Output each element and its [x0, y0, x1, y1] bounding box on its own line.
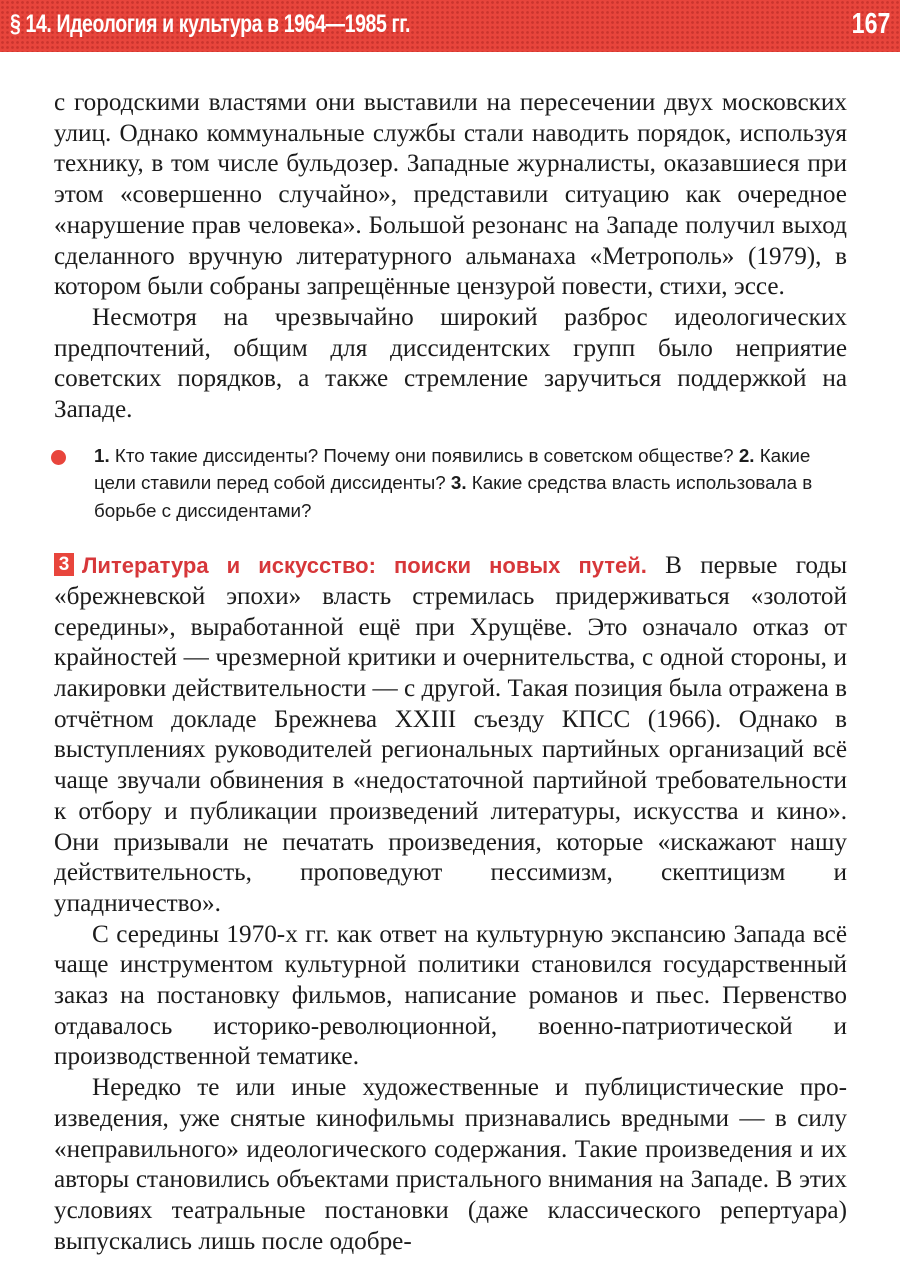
chapter-title: § 14. Идеология и культура в 1964—1985 гг.: [10, 10, 411, 38]
page-number: 167: [851, 8, 890, 40]
paragraph: С середины 1970-х гг. как ответ на культурную экспансию Запада всё чаще инструментом культурной политики становился государственный заказ на постановку фильмов, написание романов и пьес. Первенство отдавалось историко-революционной, военно-патриотической и производственной тематике.: [54, 920, 847, 1071]
section-number-badge: 3: [54, 553, 74, 576]
page-body: [54, 88, 847, 1257]
question-number: 1.: [94, 444, 110, 466]
paragraph: Нередко те или иные художественные и публицистические произведения, уже снятые кинофильмы признавались вредными — в силу «неправильного» идеологического содержания. Такие произведения и их авторы становились объектами пристального внимания на Западе. В этих условиях театральные постановки (даже классического репертуара) выпускались лишь после одобре-: [54, 1074, 847, 1255]
section-lead-text: В первые годы «брежневской эпохи» власть стремилась придерживаться «золотой середины», выработанной ещё при Хрущёве. Это означало отказ от крайностей — чрезмерной критики и очернительства, с одной стороны, и лакировки действительности — с другой. Такая позиция была отражена в отчётном докладе Брежнева XXIII съезду КПСС (1966). Однако в выступлениях руководителей региональных партийных организаций всё чаще звучали обвинения в «недостаточной партийной требовательности к отбору и публикации произведений литературы, искусства и кино». Они призывали не печатать произведения, которые «искажают нашу действительность, проповедуют пессимизм, скептицизм и упадничество».: [54, 552, 848, 917]
question-number: 2.: [738, 444, 755, 466]
paragraph: с городскими властями они выставили на пересечении двух московских улиц. Однако коммунальные службы стали наводить порядок, используя технику, в том числе бульдозер. Западные журналисты, оказавшиеся при этом «совершенно случайно», представили ситуацию как очередное «нарушение прав человека». Большой резонанс на Западе получил выход сделанного вручную литературного альманаха «Метрополь» (1979), в котором были собраны запрещённые цензурой повести, стихи, эссе.: [54, 89, 847, 301]
question-marker-icon: [51, 450, 66, 465]
review-questions: [54, 442, 847, 525]
paragraph: Несмотря на чрезвычайно широкий разброс идеологических предпочтений, общим для диссидентских групп было неприятие советских порядков, а также стремление заручиться поддержкой на Западе.: [54, 303, 847, 424]
section-title: Литература и искусство: поиски новых путей.: [82, 553, 647, 579]
question-text: Кто такие диссиденты? Почему они появились в советском обществе?: [109, 444, 739, 466]
question-number: 3.: [450, 472, 467, 494]
question-text: Какие цели ставили перед собой диссиденты?: [94, 444, 811, 494]
section-3: [54, 551, 847, 1257]
page-header: [0, 0, 900, 52]
question-text: Какие средства власть использовала в борьбе с диссидентами?: [94, 472, 813, 521]
section-lead-paragraph: [54, 551, 847, 919]
